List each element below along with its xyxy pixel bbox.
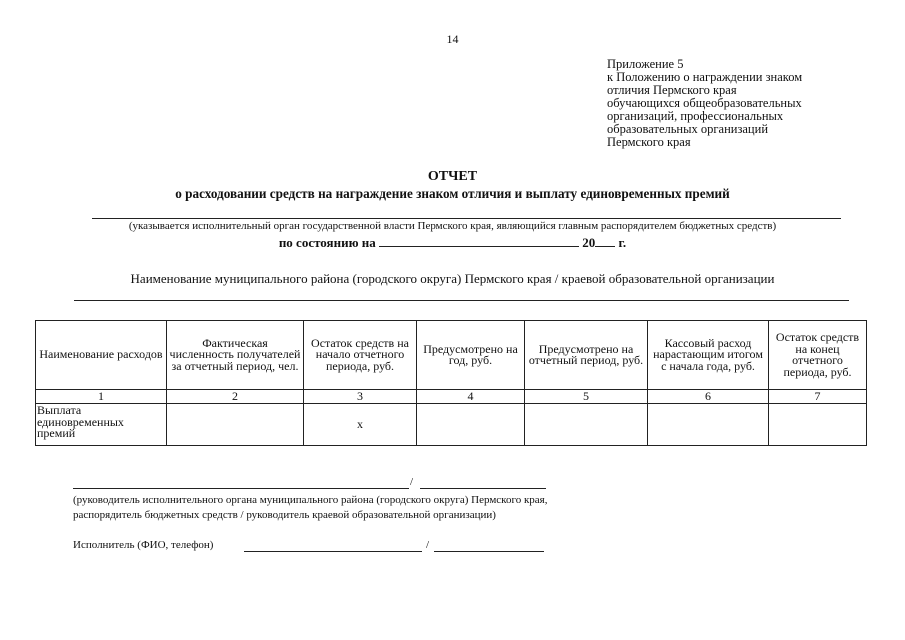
table-cell-planned-period[interactable] [525, 404, 648, 446]
signature-hint-line: распорядитель бюджетных средств / руководитель краевой образовательной организации) [73, 509, 496, 521]
document-title: ОТЧЕТ [427, 169, 478, 184]
column-number-row [36, 390, 867, 404]
as-of-label: по состоянию на [278, 235, 376, 250]
column-header: Предусмотрено на отчетный период, руб. [525, 321, 648, 390]
column-header: Фактическая численность получателей за отчетный период, чел. [167, 321, 304, 390]
signature-separator: / [410, 476, 414, 488]
executor-fill-line[interactable] [244, 551, 422, 552]
executor-label: Исполнитель (ФИО, телефон) [73, 539, 214, 551]
column-number: 7 [769, 390, 867, 404]
document-subtitle: о расходовании средств на награждение знаком отличия и выплату единовременных премий [175, 186, 730, 201]
table-row [36, 404, 867, 446]
table-cell-planned-year[interactable] [417, 404, 525, 446]
signature-name-fill-line[interactable] [420, 488, 546, 489]
executor-separator: / [426, 539, 430, 551]
organ-hint: (указывается исполнительный орган государственной власти Пермского края, являющийся главным распорядителем бюджетных средств) [128, 220, 777, 232]
appendix-line: Приложение 5 [607, 57, 684, 71]
organ-fill-line[interactable] [92, 218, 841, 219]
appendix-line: обучающихся общеобразовательных [607, 96, 802, 110]
signature-hint-line: (руководитель исполнительного органа муниципального района (городского округа) Пермского края, [73, 494, 548, 506]
column-number: 4 [417, 390, 525, 404]
row-name: Выплата единовременных премий [36, 404, 167, 446]
year-suffix: г. [618, 235, 627, 250]
municipal-fill-line[interactable] [74, 300, 849, 301]
table-cell-end-balance[interactable] [769, 404, 867, 446]
appendix-line: к Положению о награждении знаком [607, 70, 803, 84]
appendix-line: отличия Пермского края [607, 83, 737, 97]
table-cell-cash-expense[interactable] [648, 404, 769, 446]
appendix-note [607, 58, 897, 149]
column-header: Остаток средств на начало отчетного периода, руб. [304, 321, 417, 390]
page-number: 14 [446, 32, 459, 46]
appendix-line: организаций, профессиональных [607, 109, 784, 123]
municipal-label: Наименование муниципального района (городского округа) Пермского края / краевой образовательной организации [130, 271, 775, 286]
table-header-row [36, 321, 867, 390]
signature-hint [73, 493, 548, 523]
expense-report-table [35, 320, 867, 446]
executor-phone-fill-line[interactable] [434, 551, 544, 552]
column-number: 6 [648, 390, 769, 404]
date-fill-blank[interactable] [379, 234, 579, 247]
as-of-date-line [0, 234, 905, 251]
column-header: Кассовый расход нарастающим итогом с начала года, руб. [648, 321, 769, 390]
column-number: 2 [167, 390, 304, 404]
column-header: Предусмотрено на год, руб. [417, 321, 525, 390]
appendix-line: Пермского края [607, 135, 691, 149]
column-header: Остаток средств на конец отчетного периода, руб. [769, 321, 867, 390]
year-prefix: 20 [582, 235, 596, 250]
column-number: 5 [525, 390, 648, 404]
table-cell-start-balance: x [304, 404, 417, 446]
column-header: Наименование расходов [36, 321, 167, 390]
year-fill-blank[interactable] [595, 234, 615, 247]
column-number: 3 [304, 390, 417, 404]
table-cell-recipients[interactable] [167, 404, 304, 446]
appendix-line: образовательных организаций [607, 122, 769, 136]
signature-fill-line[interactable] [73, 488, 409, 489]
column-number: 1 [36, 390, 167, 404]
